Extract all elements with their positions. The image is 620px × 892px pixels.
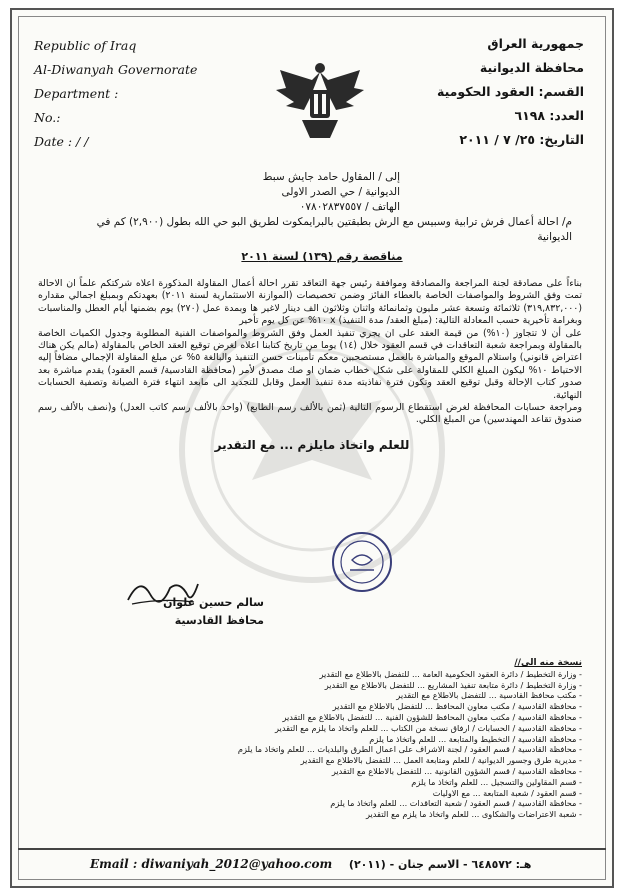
signatory-title: محافظ القادسية: [174, 614, 264, 627]
copies-list-item: - شعبة الاعتراضات والشكاوى ... للعلم واتخاذ ما يلزم مع التقدير: [365, 809, 582, 820]
copies-list-item: - وزارة التخطيط / دائرة العقود الحكومية العامة ... للتفضل بالاطلاع مع التقدير: [319, 668, 582, 679]
header-country-ar: جمهورية العراق: [487, 36, 584, 51]
recipient-block: [170, 170, 400, 215]
footer-email: Email : diwaniyah_2012@yahoo.com: [90, 857, 333, 871]
document-page: [10, 8, 614, 888]
closing-line: للعلم واتخاذ مايلزم ... مع التقدير: [214, 438, 410, 452]
copies-list-item: - محافظة القادسية / مكتب معاون المحافظ للشؤون الفنية ... للتفضل بالاطلاع مع التقدير: [282, 711, 582, 722]
body-paragraph-1: بناءاً على مصادقة لجنة المراجعة والمصادقة وموافقة رئيس جهة التعاقد تقرر احالة أعمال المقاولة المذكورة اعلاه شركتكم علماً ان الاحالة تمت وفق الشروط والمواصفات الخاصة بالعطاء الفائز وضمن تخصيصات (الموازنة الاستثمارية لسنة ٢٠١١) بعهدتكم وبمبلغ اجمالي مقداره (٣١٩,٨٣٢,٠٠٠) ثلاثمائة وتسعة عشر مليون وثمانمائة واثنان وثلاثون الف دينار لاغير ها وبمدة عمل (٢٧٠) يوم بضمنها أيام العطل والمناسبات وبغرامة تأخيرية حسب المعادلة التالية: (مبلغ العقد/ مدة التنفيذ) x ١٠% عن كل يوم تأخير: [38, 278, 582, 327]
copies-list: [42, 658, 582, 820]
copies-list-item: - محافظة القادسية / مكتب معاون المحافظ ... للتفضل بالاطلاع مع التقدير: [332, 701, 582, 712]
header-date-ar: التاريخ: ٢٥/ ٧ / ٢٠١١: [459, 132, 584, 147]
header-governorate: Al-Diwanyah Governorate: [34, 62, 198, 77]
subject-line: م/ احالة أعمال فرش ترابية وسبيس مع الرش بطبقتين بالبرايمكوت لطريق البو حي الله بطول (٢,٩٠٠) كم في الديوانية: [96, 216, 572, 243]
copies-list-item: - محافظة القادسية / التخطيط والمتابعة ... للعلم واتخاذ ما يلزم: [369, 733, 582, 744]
header-number-ar: العدد: ٦١٩٨: [514, 108, 584, 123]
footer-phone: هـ: ٦٤٨٥٧٢ - الاسم جنان - (٢٠١١): [348, 858, 532, 871]
copies-list-item: - محافظة القادسية / الحسابات / ارفاق نسخة من الكتاب ... للعلم واتخاذ ما يلزم مع التقدير: [275, 722, 582, 733]
official-stamp-icon: [330, 530, 394, 594]
header-english: [34, 34, 197, 154]
recipient-name: إلى / المقاول حامد جايش سبط: [262, 171, 400, 183]
header-arabic: [437, 32, 584, 152]
footer-bar: [18, 848, 606, 880]
copies-list-item: - مكتب محافظ القادسية ... للتفضل بالاطلاع مع التقدير: [396, 690, 582, 701]
body-paragraph-3: ومراجعة حسابات المحافظة لغرض استقطاع الرسوم التالية (ثمن بالألف رسم الطابع) (واحد بالألف رسم كاتب العدل) و(نصف بالألف رسم صندوق تقاعد المهندسين) من المبلغ الكلي.: [38, 402, 582, 426]
copies-list-item: - محافظة القادسية / قسم العقود / لجنة الاشراف على اعمال الطرق والبلديات ... للعلم واتخاذ ما يلزم: [237, 744, 582, 755]
letter-body: [38, 278, 582, 427]
body-paragraph-2: على أن لا تتجاوز (١٠%) من قيمة العقد على ان يجري تنفيذ العمل وفق الشروط والمواصفات الفنية المطلوبة وجدول الكميات الخاصة بالمقاولة وبمراجعة شعبة التعاقدات في قسم العقود خلال (١٤) يوما من تاريخ كتابنا اعلاه لغرض توقيع العقد الخاص بالمقاولة (مالم يكن هناك اعتراض قانوني) واستلام الموقع والمباشرة بالعمل مستصحبين معكم تأمينات حسن التنفيذ والبالغة ٥% عن مبلغ المقاولة الإجمالي مضافاً إليه الاحتياط ١٠% ليكون المبلغ الكلي للمقاولة على شكل خطاب ضمان او صك مصدق لأمر (محافظة القادسية/ قسم العقود) يقدم مباشرة بعد صدور كتاب الإحالة وقبل توقيع العقد وتكون فترة نفاذيته مدة تنفيذ العمل وقابل للتجديد الى مابعد انتهاء فترة الصيانة وتصفية الحسابات النهائية.: [38, 327, 582, 401]
recipient-phone: الهاتف / ٠٧٨٠٢٨٣٧٥٥٧: [299, 201, 400, 213]
copies-list-item: - محافظة القادسية / قسم العقود / شعبة التعاقدات ... للعلم واتخاذ ما يلزم: [330, 798, 582, 809]
copies-items: [42, 669, 582, 820]
copies-list-item: - قسم المقاولين والتسجيل ... للعلم واتخاذ ما يلزم: [411, 776, 582, 787]
copies-list-item: - قسم العقود / شعبة المتابعة ... مع الاوليات: [432, 787, 582, 798]
signature-block: [124, 594, 264, 630]
iraq-eagle-emblem-icon: [272, 54, 368, 150]
header-date: Date : / /: [34, 134, 89, 149]
header-department-ar: القسم: العقود الحكومية: [437, 84, 584, 99]
header-department: Department :: [34, 86, 119, 101]
header-country: Republic of Iraq: [34, 38, 137, 53]
header-governorate-ar: محافظة الديوانية: [479, 60, 584, 75]
copies-title: نسخة منه الى//: [514, 658, 582, 668]
footer-contact: [90, 857, 531, 871]
header-number: No.:: [34, 110, 61, 125]
copies-list-item: - وزارة التخطيط / دائرة متابعة تنفيذ المشاريع ... للتفضل بالاطلاع مع التقدير: [324, 679, 582, 690]
tender-number: مناقصة رقم (١٣٩) لسنة ٢٠١١: [241, 250, 403, 263]
recipient-address: الديوانية / حي الصدر الاولى: [281, 186, 400, 198]
copies-list-item: - مديرية طرق وجسور الديوانية / للعلم ومتابعة العمل ... للتفضل بالاطلاع مع التقدير: [300, 755, 582, 766]
signatory-name: سالم حسين علوان: [163, 596, 264, 609]
copies-list-item: - محافظة القادسية / قسم الشؤون القانونية ... للتفضل بالاطلاع مع التقدير: [331, 765, 582, 776]
